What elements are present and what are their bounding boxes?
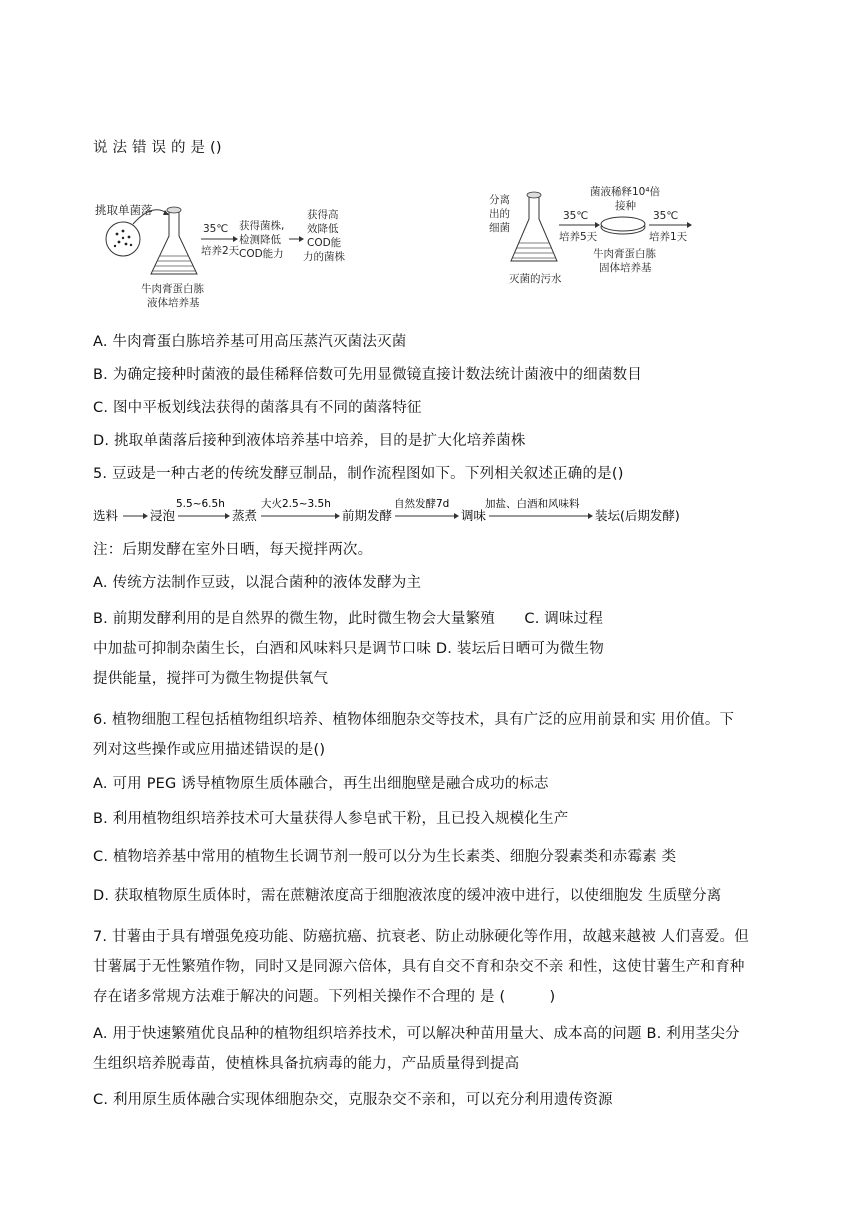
q5-stem: 5. 豆豉是一种古老的传统发酵豆制品，制作流程图如下。下列相关叙述正确的是() xyxy=(93,466,624,482)
isolate-line3: 细菌 xyxy=(489,222,510,234)
flow-arrow-label-2: 5.5~6.5h xyxy=(176,498,225,510)
process-flow xyxy=(93,496,713,526)
temp1-label: 35℃ xyxy=(563,210,589,222)
q4-option-a: A. 牛肉膏蛋白胨培养基可用高压蒸汽灭菌法灭菌 xyxy=(93,334,407,350)
q5-option-b-c: B. 前期发酵利用的是自然界的微生物，此时微生物会大量繁殖 C. 调味过程 xyxy=(93,611,604,627)
step2-line3: COD能 xyxy=(307,237,342,249)
culture2-label: 培养1天 xyxy=(649,231,688,243)
flow-step-5: 调味 xyxy=(461,508,487,523)
culture1-label: 培养5天 xyxy=(559,231,598,243)
flow-arrow-label-4: 自然发酵7d xyxy=(394,498,450,510)
flow-step-4: 前期发酵 xyxy=(342,508,393,523)
medium-line2: 液体培养基 xyxy=(147,297,200,309)
flow-step-1: 选料 xyxy=(93,508,119,523)
q5-option-a: A. 传统方法制作豆豉，以混合菌种的液体发酵为主 xyxy=(93,575,422,591)
question-intro: 说 法 错 误 的 是 () xyxy=(93,140,222,156)
culture-label: 培养2天 xyxy=(201,245,240,257)
inoculate-label: 接种 xyxy=(615,200,636,212)
flow-arrow-label-3: 大火2.5~3.5h xyxy=(261,498,331,510)
temp-label: 35℃ xyxy=(203,223,229,235)
q7-stem-1: 7. 甘薯由于具有增强免疫功能、防癌抗癌、抗衰老、防止动脉硬化等作用，故越来越被 人们喜爱。但 xyxy=(93,929,749,945)
step2-line2: 效降低 xyxy=(307,223,339,235)
water-label: 灭菌的污水 xyxy=(509,273,562,285)
q6-option-b: B. 利用植物组织培养技术可大量获得人参皂甙干粉，且已投入规模化生产 xyxy=(93,811,569,827)
q7-option-c: C. 利用原生质体融合实现体细胞杂交，克服杂交不亲和，可以充分利用遗传资源 xyxy=(93,1092,613,1108)
q7-stem-3: 存在诸多常规方法难于解决的问题。下列相关操作不合理的 是 ( ) xyxy=(93,989,556,1005)
q6-option-d: D. 获取植物原生质体时，需在蔗糖浓度高于细胞液浓度的缓冲液中进行，以使细胞发 生质壁分离 xyxy=(93,888,722,904)
q5-note: 注：后期发酵在室外日晒，每天搅拌两次。 xyxy=(93,542,373,558)
q6-option-a: A. 可用 PEG 诱导植物原生质体融合，再生出细胞壁是融合成功的标志 xyxy=(93,776,549,792)
left-experiment-diagram xyxy=(93,194,363,314)
flow-step-2: 浸泡 xyxy=(150,508,176,523)
q5-option-d-cont: 提供能量，搅拌可为微生物提供氧气 xyxy=(93,671,329,687)
step2-line4: 力的菌株 xyxy=(303,251,345,263)
flask xyxy=(151,212,197,274)
pick-label: 挑取单菌落 xyxy=(95,203,153,217)
flow-step-6: 装坛(后期发酵) xyxy=(595,508,680,523)
medium-line1: 牛肉膏蛋白胨 xyxy=(141,283,204,295)
q5-option-c-d: 中加盐可抑制杂菌生长，白酒和风味料只是调节口味 D. 装坛后日晒可为微生物 xyxy=(93,641,604,657)
temp2-label: 35℃ xyxy=(653,210,679,222)
isolate-line2: 出的 xyxy=(489,208,510,220)
right-experiment-diagram xyxy=(487,183,717,293)
solid-medium-line2: 固体培养基 xyxy=(599,262,652,274)
q4-option-b: B. 为确定接种时菌液的最佳稀释倍数可先用显微镜直接计数法统计菌液中的细菌数目 xyxy=(93,367,642,383)
q7-option-b-cont: 生组织培养脱毒苗，使植株具备抗病毒的能力，产品质量得到提高 xyxy=(93,1056,520,1072)
flow-arrow-label-5: 加盐、白酒和风味料 xyxy=(485,498,580,510)
step2-line1: 获得高 xyxy=(307,209,339,221)
q7-option-a-b: A. 用于快速繁殖优良品种的植物组织培养技术，可以解决种苗用量大、成本高的问题 B. 利用茎尖分 xyxy=(93,1026,740,1042)
solid-medium-line1: 牛肉膏蛋白胨 xyxy=(593,248,656,260)
q4-option-c: C. 图中平板划线法获得的菌落具有不同的菌落特征 xyxy=(93,400,422,416)
flask xyxy=(511,197,557,261)
isolate-line1: 分离 xyxy=(489,194,510,206)
step1-line1: 获得菌株, xyxy=(239,220,285,232)
q4-option-d: D. 挑取单菌落后接种到液体培养基中培养，目的是扩大化培养菌株 xyxy=(93,433,526,449)
dilute-label: 菌液稀释10⁴倍 xyxy=(590,186,661,198)
step1-line3: COD能力 xyxy=(239,248,284,260)
q6-stem-2: 列对这些操作或应用描述错误的是() xyxy=(93,742,326,758)
q6-option-c: C. 植物培养基中常用的植物生长调节剂一般可以分为生长素类、细胞分裂素类和赤霉素 类 xyxy=(93,849,677,865)
q6-stem-1: 6. 植物细胞工程包括植物组织培养、植物体细胞杂交等技术，具有广泛的应用前景和实 用价值。下 xyxy=(93,712,735,728)
flow-step-3: 蒸煮 xyxy=(232,508,258,523)
q7-stem-2: 甘薯属于无性繁殖作物，同时又是同源六倍体，具有自交不育和杂交不亲 和性，这使甘薯生产和育种 xyxy=(93,959,745,975)
step1-line2: 检测降低 xyxy=(239,234,281,246)
